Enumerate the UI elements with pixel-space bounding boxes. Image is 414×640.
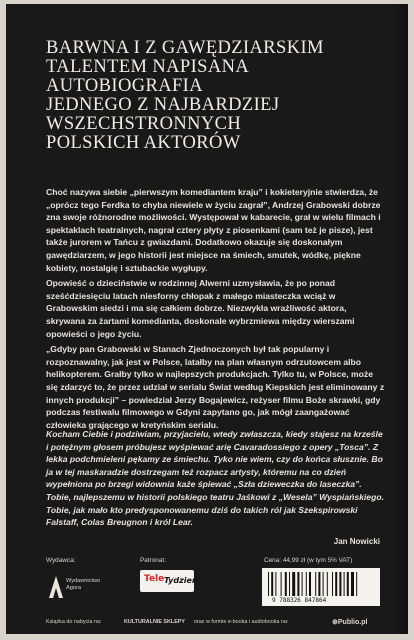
publio-logo-icon: ⊕Publio.pl: [332, 619, 368, 626]
headline-line: AUTOBIOGRAFIA: [46, 76, 203, 96]
barcode-bar: [309, 572, 311, 596]
barcode-bar: [292, 572, 295, 596]
headline-line: POLSKICH AKTORÓW: [46, 133, 241, 153]
quote-text: Kocham Ciebie i podziwiam, przyjacielu, wtedy zwłaszcza, kiedy stajesz na krześle i potężnym głosem próbujesz wyśpiewać arię Cavaradossiego z opery „Tosca”. Z lekka podchmieleni pękamy ze śmiechu. Tyko nie wiem, czy do końca słusznie. Bo ja w tej maskaradzie dostrzegam też rozpacz artysty, któremu na co dzień wypełniona po brzegi widownia każe śpiewać „Szła dzieweczka do laseczka”. Tobie, najlepszemu w historii polskiego teatru Jaśkowi z „Wesela” Wyspiańskiego. Tobie, jak mało kto predysponowanemu dziś do takich ról jak Szekspirowski Falstaff, Colas Breugnon i król Lear.: [46, 429, 384, 528]
barcode-bar: [275, 572, 276, 596]
blurb-paragraph: Opowieść o dzieciństwie w rodzinnej Alwerni uzmysławia, że po ponad sześćdziesięciu latach niesforny chłopak z małego miasteczka wciąż w Grabowskim siedzi i ma się całkiem dobrze. Niezwykła wrażliwość aktora, skrywana za żartami komedianta, doskonale wybrzmiewa między wierszami opowieści o jego życiu.: [46, 278, 355, 339]
barcode-bar: [285, 572, 287, 596]
blurb-quote: [46, 428, 386, 529]
isbn-number: 9 788326 847864: [272, 597, 327, 604]
teletydzien-logo-icon: Tele Tydzień: [140, 570, 194, 592]
availability-row: [46, 616, 386, 628]
publisher-name: Wydawnictwo Agora: [66, 578, 101, 591]
barcode-bar: [323, 572, 324, 596]
barcode: [262, 568, 380, 606]
barcode-bar: [306, 572, 307, 596]
headline-line: JEDNEGO Z NAJBARDZIEJ: [46, 95, 280, 115]
blurb-paragraph: Choć nazywa siebie „pierwszym komediantem kraju” i kokieteryjnie stwierdza, że „oprócz tego Ferdka to chyba niewiele w życiu zagrał”, Andrzej Grabowski dobrze zna swoje różnorodne możliwości. Występował w kabarecie, grał w wielu filmach i spektaklach teatralnych, nagrał cztery płyty z piosenkami (sam też je pisze), jest także jurorem w Tańcu z gwiazdami. Dodatkowo okazuje się doskonałym gawędziarzem, w jego historii jest miejsce na śmiech, smutek, wódkę, piękne kobiety, nostalgię i sztubackie wygłupy.: [46, 187, 381, 273]
barcode-bar: [268, 572, 269, 596]
blurb-paragraph: „Gdyby pan Grabowski w Stanach Zjednoczonych był tak popularny i rozpoznawalny, jak jest w Polsce, latałby na plan własnym odrzutowcem albo helikopterem. Grałby tylko w najlepszych produkcjach. Tylko tu, w Polsce, może się zdarzyć to, że przez udział w serialu Świat według Kiepskich jest eliminowany z innych produkcji” – powiedział Jerzy Bogajewicz, reżyser filmu Boże skrawki, gdy podczas festiwalu filmowego w Gdyni zapytano go, jak mógł zaangażować człowieka grającego w kretyńskim serialu.: [46, 344, 385, 430]
ebook-label: oraz w formie e-booka i audiobooka na:: [194, 619, 289, 625]
barcode-bar: [356, 572, 357, 596]
barcode-bar: [327, 572, 328, 596]
barcode-bar: [332, 572, 333, 596]
headline: [46, 39, 376, 153]
headline-line: WSZECHSTRONNYCH: [46, 114, 242, 134]
barcode-bar: [347, 572, 349, 596]
barcode-bar: [318, 572, 320, 596]
barcode-bar: [289, 572, 290, 596]
publisher-label: Wydawca:: [46, 557, 76, 564]
barcode-bar: [351, 572, 354, 596]
barcode-bar: [302, 572, 303, 596]
kulturalnie-logo-icon: KULTURALNIE SKLEPY: [124, 619, 185, 625]
quote-signature: Jan Nowicki: [333, 537, 380, 546]
patron-label: Patronat:: [140, 557, 166, 564]
availability-label: Książka do nabycia na:: [46, 619, 102, 625]
barcode-bar: [335, 572, 337, 596]
barcode-bar: [297, 572, 299, 596]
barcode-bar: [344, 572, 345, 596]
barcode-bar: [315, 572, 316, 596]
blurb-body: [46, 186, 386, 434]
headline-line: BARWNA I Z GAWĘDZIARSKIM: [46, 38, 324, 58]
cover-shading: [390, 4, 408, 634]
headline-line: TALENTEM NAPISANA: [46, 57, 250, 77]
barcode-bar: [281, 572, 282, 596]
book-back-cover: [6, 4, 408, 634]
barcode-bar: [339, 572, 341, 596]
barcode-bars-icon: [268, 572, 374, 596]
price: Cena: 44,99 zł (w tym 5% VAT): [264, 557, 353, 564]
barcode-bar: [271, 572, 273, 596]
